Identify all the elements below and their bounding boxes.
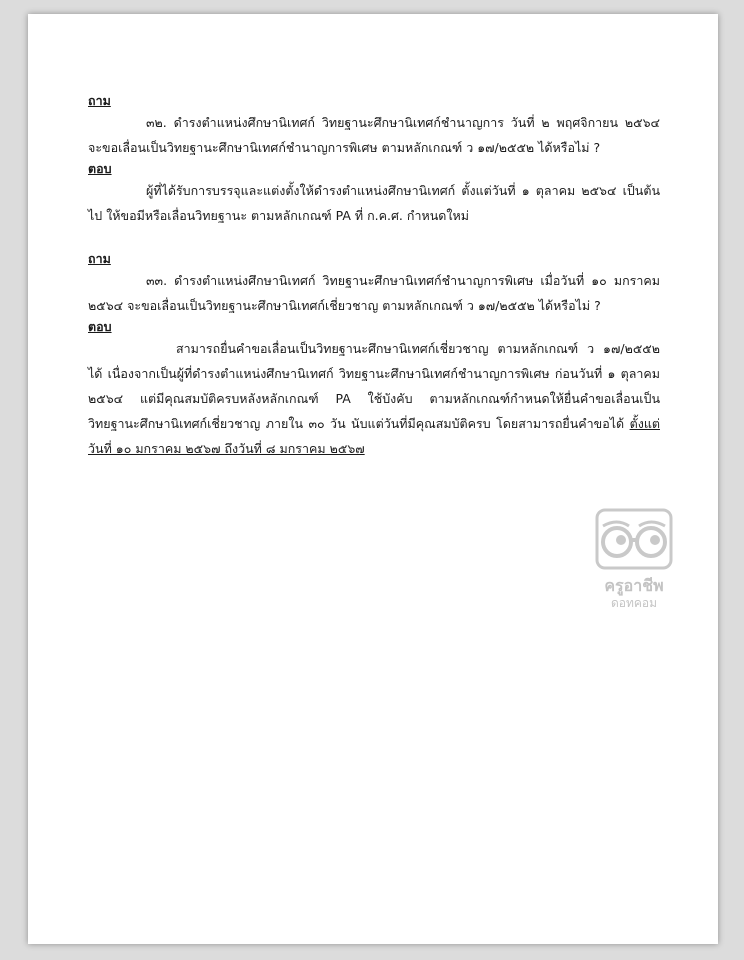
- watermark: [584, 506, 684, 610]
- document-page: [28, 14, 718, 944]
- document-content: [88, 92, 660, 461]
- qa-block-33: [88, 250, 660, 461]
- question-label: ถาม: [88, 251, 111, 266]
- answer-label: ตอบ: [88, 319, 112, 334]
- watermark-sub: ดอทคอม: [610, 596, 658, 610]
- qa-block-32: [88, 92, 660, 228]
- question-text: ๓๓. ดำรงตำแหน่งศึกษานิเทศก์ วิทยฐานะศึกษานิเทศก์ชำนาญการพิเศษ เมื่อวันที่ ๑๐ มกราคม ๒๕๖๔ จะขอเลื่อนเป็นวิทยฐานะศึกษานิเทศก์เชี่ยวชาญ ตามหลักเกณฑ์ ว ๑๗/๒๕๕๒ ได้หรือไม่ ?: [88, 273, 660, 313]
- answer-text-main: สามารถยื่นคำขอเลื่อนเป็นวิทยฐานะศึกษานิเทศก์เชี่ยวชาญ ตามหลักเกณฑ์ ว ๑๗/๒๕๕๒ ได้ เนื่องจากเป็นผู้ที่ดำรงตำแหน่งศึกษานิเทศก์ วิทยฐานะศึกษานิเทศก์ชำนาญการพิเศษ ก่อนวันที่ ๑ ตุลาคม ๒๕๖๔ แต่มีคุณสมบัติครบหลังหลักเกณฑ์ PA ใช้บังคับ ตามหลักเกณฑ์กำหนดให้ยื่นคำขอเลื่อนเป็นวิทยฐานะศึกษานิเทศก์เชี่ยวชาญ ภายใน ๓๐ วัน นับแต่วันที่มีคุณสมบัติครบ โดยสามารถยื่นคำขอได้: [88, 341, 660, 431]
- answer-text: ผู้ที่ได้รับการบรรจุและแต่งตั้งให้ดำรงตำแหน่งศึกษานิเทศก์ ตั้งแต่วันที่ ๑ ตุลาคม ๒๕๖๔ เป็นต้นไป ให้ขอมีหรือเลื่อนวิทยฐานะ ตามหลักเกณฑ์ PA ที่ ก.ค.ศ. กำหนดใหม่: [88, 183, 660, 223]
- question-text: ๓๒. ดำรงตำแหน่งศึกษานิเทศก์ วิทยฐานะศึกษานิเทศก์ชำนาญการ วันที่ ๒ พฤศจิกายน ๒๕๖๔ จะขอเลื่อนเป็นวิทยฐานะศึกษานิเทศก์ชำนาญการพิเศษ ตามหลักเกณฑ์ ว ๑๗/๒๕๕๒ ได้หรือไม่ ?: [88, 115, 660, 155]
- answer-text: [88, 336, 660, 461]
- watermark-name: ครูอาชีพ: [604, 576, 664, 595]
- answer-date-range: ตั้งแต่วันที่ ๑๐ มกราคม ๒๕๖๗ ถึงวันที่ ๘ มกราคม ๒๕๖๗: [88, 416, 660, 456]
- question-label: ถาม: [88, 93, 111, 108]
- answer-label: ตอบ: [88, 161, 112, 176]
- glasses-owl-icon: [589, 506, 679, 576]
